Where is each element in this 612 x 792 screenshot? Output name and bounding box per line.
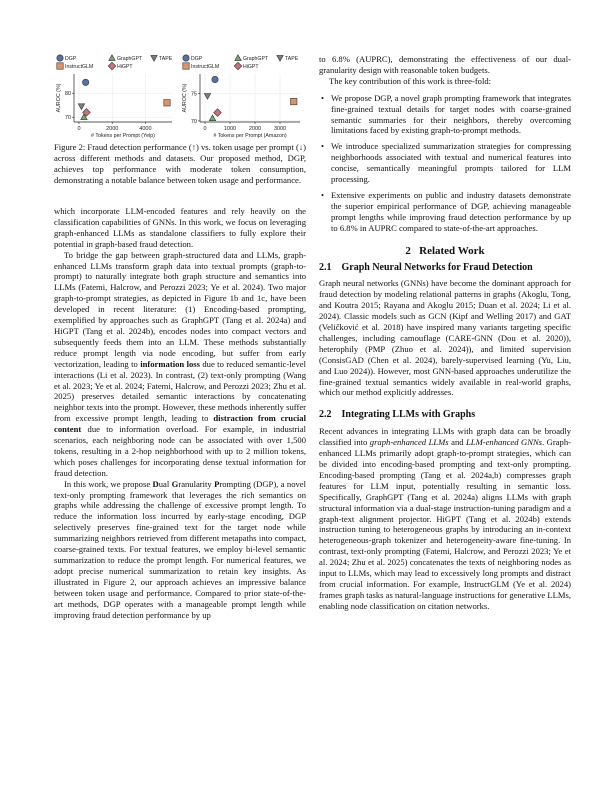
scatter-plot-amazon <box>178 52 308 142</box>
dgp-marker <box>212 76 218 82</box>
legend-label: InstructGLM <box>191 64 220 71</box>
higpt-marker <box>108 62 116 70</box>
legend-label: GraphGPT <box>117 56 143 63</box>
legend-label: DGP <box>65 56 77 63</box>
x-tick-label: 3000 <box>273 126 287 132</box>
legend-label: DGP <box>191 56 203 63</box>
right-column <box>319 54 571 612</box>
instructglm-marker <box>57 63 63 69</box>
y-tick-label: 70 <box>64 115 71 122</box>
paragraph: In this work, we propose Dual Granularity Prompting (DGP), a novel text-only prompting framework that leverages the rich semantics on graphs while addressing the challenge of excessive prompt length. To reduce the information loss incurred by early-stage encoding, DGP selectively preserves fine-grained text for the target node while summarizing neighbors retrieved from different metapaths into compact, coarse-grained texts. For textual features, we employ bi-level semantic summarization to reduce the prompt length. For numerical features, we adopt precise numerical summarization to retain key insights. As illustrated in Figure 2, our approach achieves an impressive balance between token usage and performance. Compared to prior state-of-the-art methods, DGP operates with a manageable prompt length while improving fraud detection performance by up <box>54 478 307 620</box>
paragraph: To bridge the gap between graph-structured data and LLMs, graph-enhanced LLMs transform graph data into textual prompts (graph-to-prompt) to naturally integrate both graph structure and semantics into LLMs (Fatemi, Halcrow, and Perozzi 2023; Ye et al. 2024). Two major graph-to-prompt strategies, as depicted in Figure 1b and 1c, have been developed in recent literature: (1) Encoding-based prompting, exemplified by approaches such as GraphGPT (Tang et al. 2024a) and HiGPT (Tang et al. 2024b), encodes nodes into compact vectors and subsequently feeds them into an LLM. These methods substantially reduce prompt length via node encoding, but suffer from early vectorization, leading to information loss due to reduced semantic-level interactions (Li et al. 2023). In contrast, (2) text-only prompting (Wang et al. 2023; Ye et al. 2024; Fatemi, Halcrow, and Perozzi 2023; Zhu et al. 2025) preserves detailed semantic interactions by concatenating neighbor texts into the prompt. However, these methods inherently suffer from excessive prompt length, leading to distraction from crucial content due to information overload. For example, in industrial scenarios, each neighboring node can be associated with over 1,500 tokens, resulting in a 2-hop neighborhood with up to 2 million tokens, which poses challenges for incorporating dense textual information for fraud detection. <box>54 249 306 478</box>
tape-marker <box>277 55 283 61</box>
dgp-marker <box>57 55 63 61</box>
dgp-marker <box>183 55 189 61</box>
subsection-heading: 2.2 Integrating LLMs with Graphs <box>319 409 476 421</box>
x-axis-label: # Tokens per Prompt (Amazon) <box>213 133 287 139</box>
legend-label: TAPE <box>285 56 299 63</box>
y-axis-label: AUROC (%) <box>182 83 188 113</box>
chart-yelp <box>52 52 177 142</box>
paragraph: Graph neural networks (GNNs) have become the dominant approach for fraud detection by modeling relational patterns in graphs (Akoglu, Tong, and Koutra 2015; Rayana and Akoglu 2015; Duan et al. 2024; Li et al. 2024). Classic models such as GCN (Kipf and Welling 2017) and GAT (Veličković et al. 2018) have inspired many variants targeting specific challenges, including camouflage (CARE-GNN (Dou et al. 2020)), heterophily (PMP (Zhuo et al. 2024)), and limited supervision (ConsisGAD (Chen et al. 2024), barely-supervised learning (Yu, Liu, and Luo 2024)). However, most GNN-based approaches underutilize the fine-grained textual semantics widely available in real-world graphs, which our method explicitly addresses. <box>319 278 571 398</box>
tape-marker <box>78 104 84 110</box>
y-tick-label: 75 <box>190 91 197 98</box>
legend-label: InstructGLM <box>65 64 94 71</box>
dgp-marker <box>82 79 88 85</box>
chart-amazon <box>178 52 303 142</box>
tape-marker <box>151 55 157 61</box>
list-item: • We propose DGP, a novel graph prompting framework that integrates fine-grained textual details for target nodes with coarse-grained semantic summaries for their neighbors, thereby overcoming limitations faced by existing graph-to-prompt methods. <box>319 93 571 137</box>
contribution-list <box>319 93 571 234</box>
higpt-marker <box>234 62 242 70</box>
x-tick-label: 0 <box>77 126 81 132</box>
list-item: • We introduce specialized summarization strategies for compressing neighborhoods associated with textual and numerical features into concise, semantically meaningful prompts tailored for LLM processing. <box>319 141 571 185</box>
x-tick-label: 1000 <box>223 126 237 132</box>
legend-label: GraphGPT <box>243 56 269 63</box>
paragraph: which incorporate LLM-encoded features and rely heavily on the classification capabilities of GNNs. In this work, we focus on leveraging graph-enhanced LLMs as standalone classifiers to fully explore their potential in graph-based fraud detection. <box>54 206 306 249</box>
graphgpt-marker <box>209 115 215 121</box>
legend-label: TAPE <box>159 56 173 63</box>
instructglm-marker <box>291 98 297 104</box>
list-item: • Extensive experiments on public and industry datasets demonstrate the superior empirical performance of DGP, achieving manageable prompt lengths while improving fraud detection performance by up to 6.8% in AUPRC compared to state-of-the-art approaches. <box>319 190 571 234</box>
y-tick-label: 70 <box>190 118 197 125</box>
subsection-heading: 2.1 Graph Neural Networks for Fraud Detection <box>319 261 533 273</box>
left-column <box>54 206 306 620</box>
x-tick-label: 0 <box>203 126 207 132</box>
higpt-marker <box>214 109 222 117</box>
legend-label: HiGPT <box>117 64 133 71</box>
y-axis-label: AUROC (%) <box>56 83 62 113</box>
scatter-plot-yelp <box>52 52 177 142</box>
graphgpt-marker <box>235 55 241 61</box>
graphgpt-marker <box>109 55 115 61</box>
tape-marker <box>204 94 210 100</box>
section-heading: 2 Related Work <box>405 244 485 257</box>
paragraph: to 6.8% (AUPRC), demonstrating the effectiveness of our dual-granularity design with reasonable token budgets. <box>319 54 571 75</box>
x-tick-label: 2000 <box>106 126 119 132</box>
legend-label: HiGPT <box>243 64 259 71</box>
figure-caption: Figure 2: Fraud detection performance (↑) vs. token usage per prompt (↓) across different methods and datasets. Our proposed method, DGP, achieves top performance with moderate token consumption, demonstrating a notable balance between token usage and performance. <box>54 142 307 185</box>
paragraph: The key contribution of this work is three-fold: <box>329 75 492 86</box>
x-tick-label: 4000 <box>139 126 152 132</box>
y-tick-label: 80 <box>64 91 71 98</box>
instructglm-marker <box>183 63 189 69</box>
instructglm-marker <box>164 100 170 106</box>
paragraph: Recent advances in integrating LLMs with graph data can be broadly classified into graph-enhanced LLMs and LLM-enhanced GNNs. Graph-enhanced LLMs primarily adopt graph-to-prompt strategies, which can be divided into encoding-based prompting and text-only prompting. Encoding-based prompting (Tang et al. 2024a,b) compresses graph features for LLM input, potentially resulting in semantic loss. Specifically, GraphGPT (Tang et al. 2024a) aligns LLMs with graph structural information via a dual-stage instruction-tuning paradigm and a graph-text alignment projector. HiGPT (Tang et al. 2024b) extends instruction tuning to heterogeneous graphs by introducing an in-context heterogeneous-graph tokenizer and heterogeneity-aware fine-tuning. In contrast, text-only prompting (Fatemi, Halcrow, and Perozzi 2023; Ye et al. 2024; Zhu et al. 2025) concatenates the texts of neighboring nodes as input to LLMs, which may lead to excessively long prompts and distract from crucial information. For example, InstructGLM (Ye et al. 2024) frames graph tasks as natural-language instructions for generative LLMs, enabling node classification on citation networks. <box>319 426 571 611</box>
x-axis-label: # Tokens per Prompt (Yelp) <box>91 133 155 139</box>
x-tick-label: 2000 <box>248 126 262 132</box>
